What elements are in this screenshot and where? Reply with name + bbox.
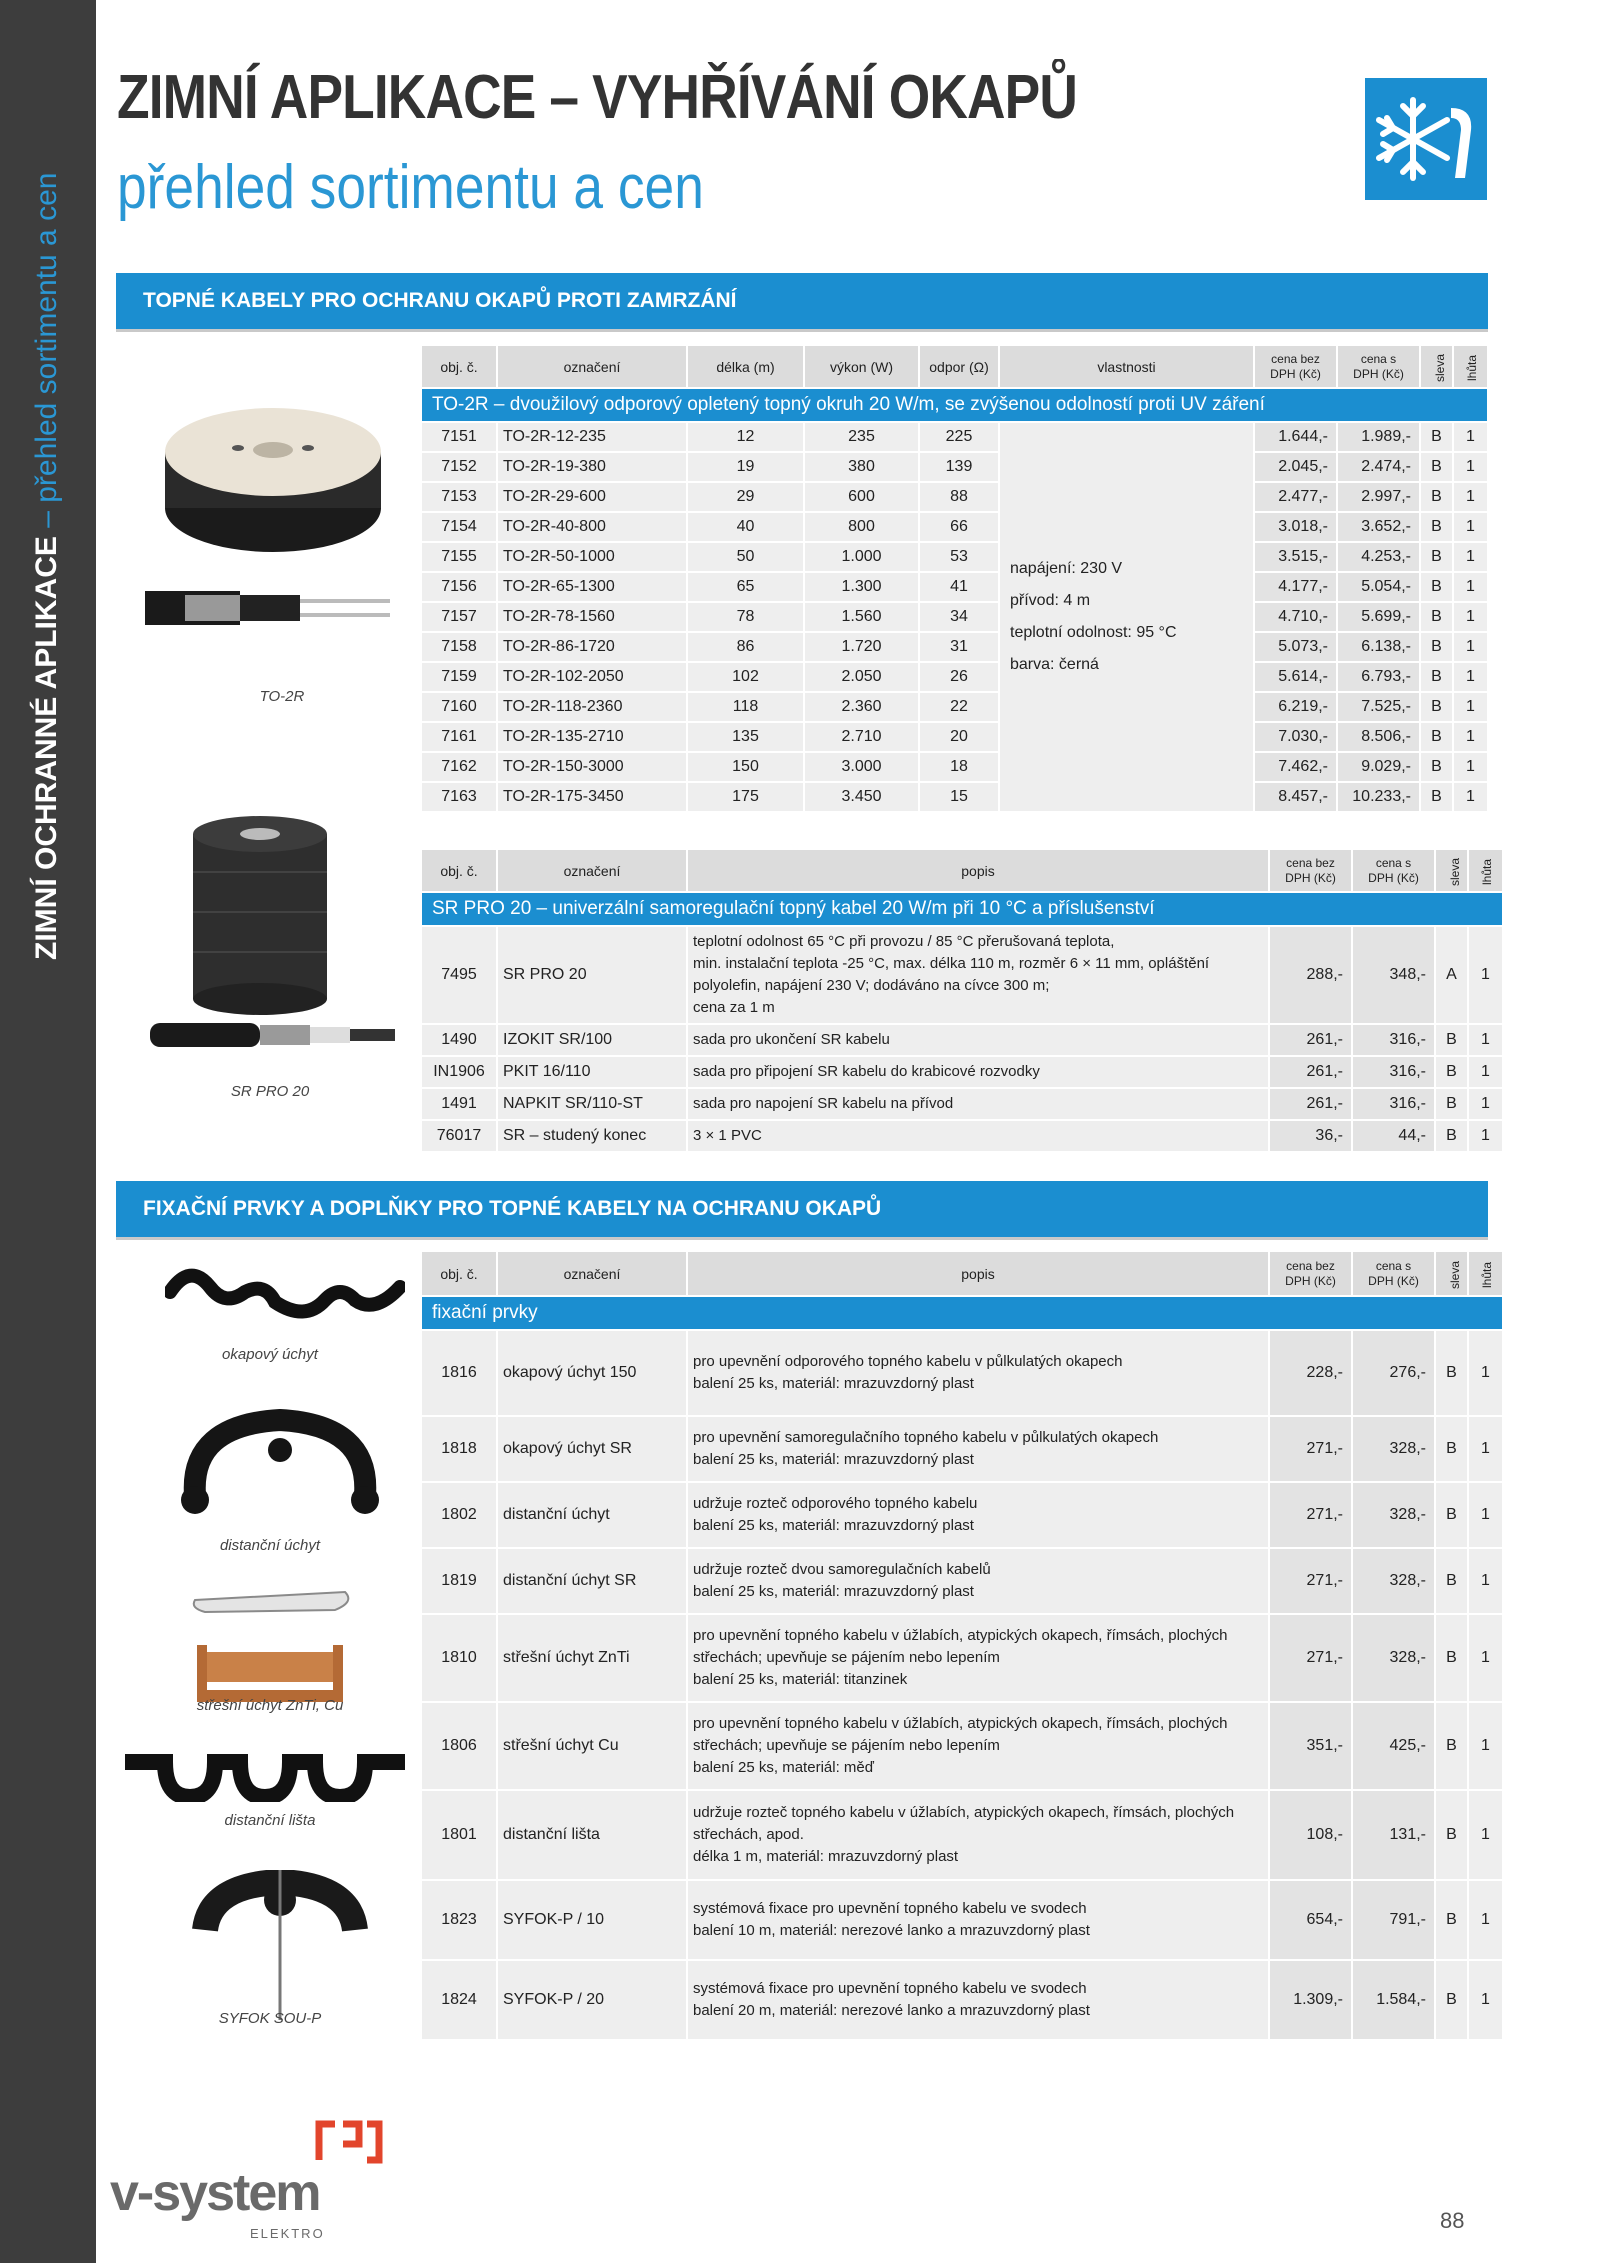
col-odpor: odpor (Ω)	[919, 346, 999, 388]
col-lhuta: lhůta	[1468, 850, 1503, 892]
table-row: 1801 distanční lišta udržuje rozteč topného kabelu v úžlabích, atypických okapech, římsách, plochých střechách, apod. délka 1 m, materiál: mrazuvzdorný plast 108,- 131,- B 1	[422, 1790, 1503, 1880]
col-cena-s: cena s DPH (Kč)	[1352, 1252, 1435, 1296]
col-cena-s: cena s DPH (Kč)	[1337, 346, 1420, 388]
caption-lista: distanční lišta	[224, 1812, 316, 1829]
table-row: 1823 SYFOK-P / 10 systémová fixace pro upevnění topného kabelu ve svodech balení 10 m, materiál: nerezové lanko a mrazuvzdorný plast 654,- 791,- B 1	[422, 1880, 1503, 1960]
table-row: 1818 okapový úchyt SR pro upevnění samoregulačního topného kabelu v půlkulatých okapech balení 25 ks, materiál: mrazuvzdorný plast 271,- 328,- B 1	[422, 1416, 1503, 1482]
table-row: 7155 TO-2R-50-1000 50 1.000 53 3.515,- 4.253,- B 1	[422, 542, 1488, 572]
table-row: 7159 TO-2R-102-2050 102 2.050 26 5.614,- 6.793,- B 1	[422, 662, 1488, 692]
page-title: ZIMNÍ APLIKACE – VYHŘÍVÁNÍ OKAPŮ	[117, 63, 1077, 132]
table-row: 7154 TO-2R-40-800 40 800 66 3.018,- 3.652,- B 1	[422, 512, 1488, 542]
table-row: 7152 TO-2R-19-380 19 380 139 2.045,- 2.474,- B 1	[422, 452, 1488, 482]
table-to2r	[422, 346, 1489, 813]
col-oznaceni: označení	[497, 850, 687, 892]
table-row: 76017 SR – studený konec 3 × 1 PVC 36,- 44,- B 1	[422, 1120, 1503, 1152]
col-obj: obj. č.	[422, 850, 497, 892]
col-delka: délka (m)	[687, 346, 804, 388]
col-lhuta: lhůta	[1468, 1252, 1503, 1296]
page-number: 88	[1440, 2208, 1465, 2233]
table-row: 1802 distanční úchyt udržuje rozteč odporového topného kabelu balení 25 ks, materiál: mrazuvzdorný plast 271,- 328,- B 1	[422, 1482, 1503, 1548]
table-header	[422, 850, 1503, 892]
table-fixing	[422, 1252, 1504, 2041]
properties-cell: napájení: 230 V přívod: 4 m teplotní odolnost: 95 °C barva: černá	[999, 422, 1254, 812]
table-row: IN1906 PKIT 16/110 sada pro připojení SR kabelu do krabicové rozvodky 261,- 316,- B 1	[422, 1056, 1503, 1088]
col-oznaceni: označení	[497, 1252, 687, 1296]
snowflake-icon	[1365, 78, 1487, 200]
table-row: 7158 TO-2R-86-1720 86 1.720 31 5.073,- 6.138,- B 1	[422, 632, 1488, 662]
table-row: 7151 TO-2R-12-235 12 235 225 napájení: 230 V přívod: 4 m teplotní odolnost: 95 °C barva: černá 1.644,- 1.989,- B 1	[422, 422, 1488, 452]
table-row: 1816 okapový úchyt 150 pro upevnění odporového topného kabelu v půlkulatých okapech balení 25 ks, materiál: mrazuvzdorný plast 228,- 276,- B 1	[422, 1330, 1503, 1416]
col-cena-s: cena s DPH (Kč)	[1352, 850, 1435, 892]
col-lhuta: lhůta	[1453, 346, 1488, 388]
group-row: TO-2R – dvoužilový odporový opletený topný okruh 20 W/m, se zvýšenou odolností proti UV záření	[422, 388, 1488, 422]
caption-okapovy: okapový úchyt	[222, 1346, 318, 1363]
distancni-uchyt-image	[180, 1405, 380, 1530]
page-subtitle: přehled sortimentu a cen	[117, 153, 704, 222]
col-sleva: sleva	[1435, 850, 1468, 892]
logo-mark-icon	[315, 2118, 385, 2168]
table-row: 1490 IZOKIT SR/100 sada pro ukončení SR kabelu 261,- 316,- B 1	[422, 1024, 1503, 1056]
table-row: 1824 SYFOK-P / 20 systémová fixace pro upevnění topného kabelu ve svodech balení 20 m, materiál: nerezové lanko a mrazuvzdorný plast 1.309,- 1.584,- B 1	[422, 1960, 1503, 2040]
caption-to2r: TO-2R	[259, 688, 305, 705]
table-header	[422, 346, 1488, 388]
col-sleva: sleva	[1420, 346, 1453, 388]
table-row: 7163 TO-2R-175-3450 175 3.450 15 8.457,- 10.233,- B 1	[422, 782, 1488, 812]
col-sleva: sleva	[1435, 1252, 1468, 1296]
table-row: 1819 distanční úchyt SR udržuje rozteč dvou samoregulačních kabelů balení 25 ks, materiál: mrazuvzdorný plast 271,- 328,- B 1	[422, 1548, 1503, 1614]
okapovy-uchyt-image	[165, 1262, 405, 1337]
table-row: 7160 TO-2R-118-2360 118 2.360 22 6.219,- 7.525,- B 1	[422, 692, 1488, 722]
caption-srpro: SR PRO 20	[230, 1083, 310, 1100]
group-row: SR PRO 20 – univerzální samoregulační topný kabel 20 W/m při 10 °C a příslušenství	[422, 892, 1503, 926]
group-row: fixační prvky	[422, 1296, 1503, 1330]
col-cena-bez: cena bez DPH (Kč)	[1254, 346, 1337, 388]
col-popis: popis	[687, 850, 1269, 892]
table-row: 7495 SR PRO 20 teplotní odolnost 65 °C při provozu / 85 °C přerušovaná teplota, min. instalační teplota -25 °C, max. délka 110 m, rozměr 6 × 11 mm, opláštění polyolefin, napájení 230 V; dodáváno na cívce 300 m; cena za 1 m 288,- 348,- A 1	[422, 926, 1503, 1024]
section-fixing-elements: FIXAČNÍ PRVKY A DOPLŇKY PRO TOPNÉ KABELY NA OCHRANU OKAPŮ	[116, 1181, 1488, 1237]
table-row: 7161 TO-2R-135-2710 135 2.710 20 7.030,- 8.506,- B 1	[422, 722, 1488, 752]
to2r-reel-image	[148, 390, 398, 565]
caption-syfok: SYFOK SOU-P	[218, 2010, 322, 2027]
col-obj: obj. č.	[422, 346, 497, 388]
table-row: 1810 střešní úchyt ZnTi pro upevnění topného kabelu v úžlabích, atypických okapech, římsách, plochých střechách; upevňuje se pájením nebo lepením balení 25 ks, materiál: titanzinek 271,- 328,- B 1	[422, 1614, 1503, 1702]
srpro-reel-image	[185, 812, 335, 1022]
syfok-image	[190, 1870, 370, 2025]
table-row: 7156 TO-2R-65-1300 65 1.300 41 4.177,- 5.054,- B 1	[422, 572, 1488, 602]
to2r-cable-image	[145, 583, 395, 638]
caption-stresni: střešní úchyt ZnTi, Cu	[196, 1697, 344, 1714]
stresni-uchyt-image	[185, 1580, 355, 1715]
table-srpro	[422, 850, 1504, 1153]
col-cena-bez: cena bez DPH (Kč)	[1269, 1252, 1352, 1296]
col-vykon: výkon (W)	[804, 346, 919, 388]
table-row: 7157 TO-2R-78-1560 78 1.560 34 4.710,- 5.699,- B 1	[422, 602, 1488, 632]
table-row: 7153 TO-2R-29-600 29 600 88 2.477,- 2.997,- B 1	[422, 482, 1488, 512]
table-header	[422, 1252, 1503, 1296]
table-row: 7162 TO-2R-150-3000 150 3.000 18 7.462,- 9.029,- B 1	[422, 752, 1488, 782]
caption-distancni: distanční úchyt	[219, 1537, 321, 1554]
col-popis: popis	[687, 1252, 1269, 1296]
col-cena-bez: cena bez DPH (Kč)	[1269, 850, 1352, 892]
col-obj: obj. č.	[422, 1252, 497, 1296]
srpro-cable-image	[150, 1015, 400, 1060]
table-row: 1491 NAPKIT SR/110-ST sada pro napojení SR kabelu na přívod 261,- 316,- B 1	[422, 1088, 1503, 1120]
col-vlastnosti: vlastnosti	[999, 346, 1254, 388]
col-oznaceni: označení	[497, 346, 687, 388]
distancni-lista-image	[120, 1742, 410, 1807]
table-row: 1806 střešní úchyt Cu pro upevnění topného kabelu v úžlabích, atypických okapech, římsách, plochých střechách; upevňuje se pájením nebo lepením balení 25 ks, materiál: měď 351,- 425,- B 1	[422, 1702, 1503, 1790]
section-heating-cables: TOPNÉ KABELY PRO OCHRANU OKAPŮ PROTI ZAMRZÁNÍ	[116, 273, 1488, 329]
side-title: ZIMNÍ OCHRANNÉ APLIKACE – přehled sortimentu a cen	[30, 172, 63, 960]
